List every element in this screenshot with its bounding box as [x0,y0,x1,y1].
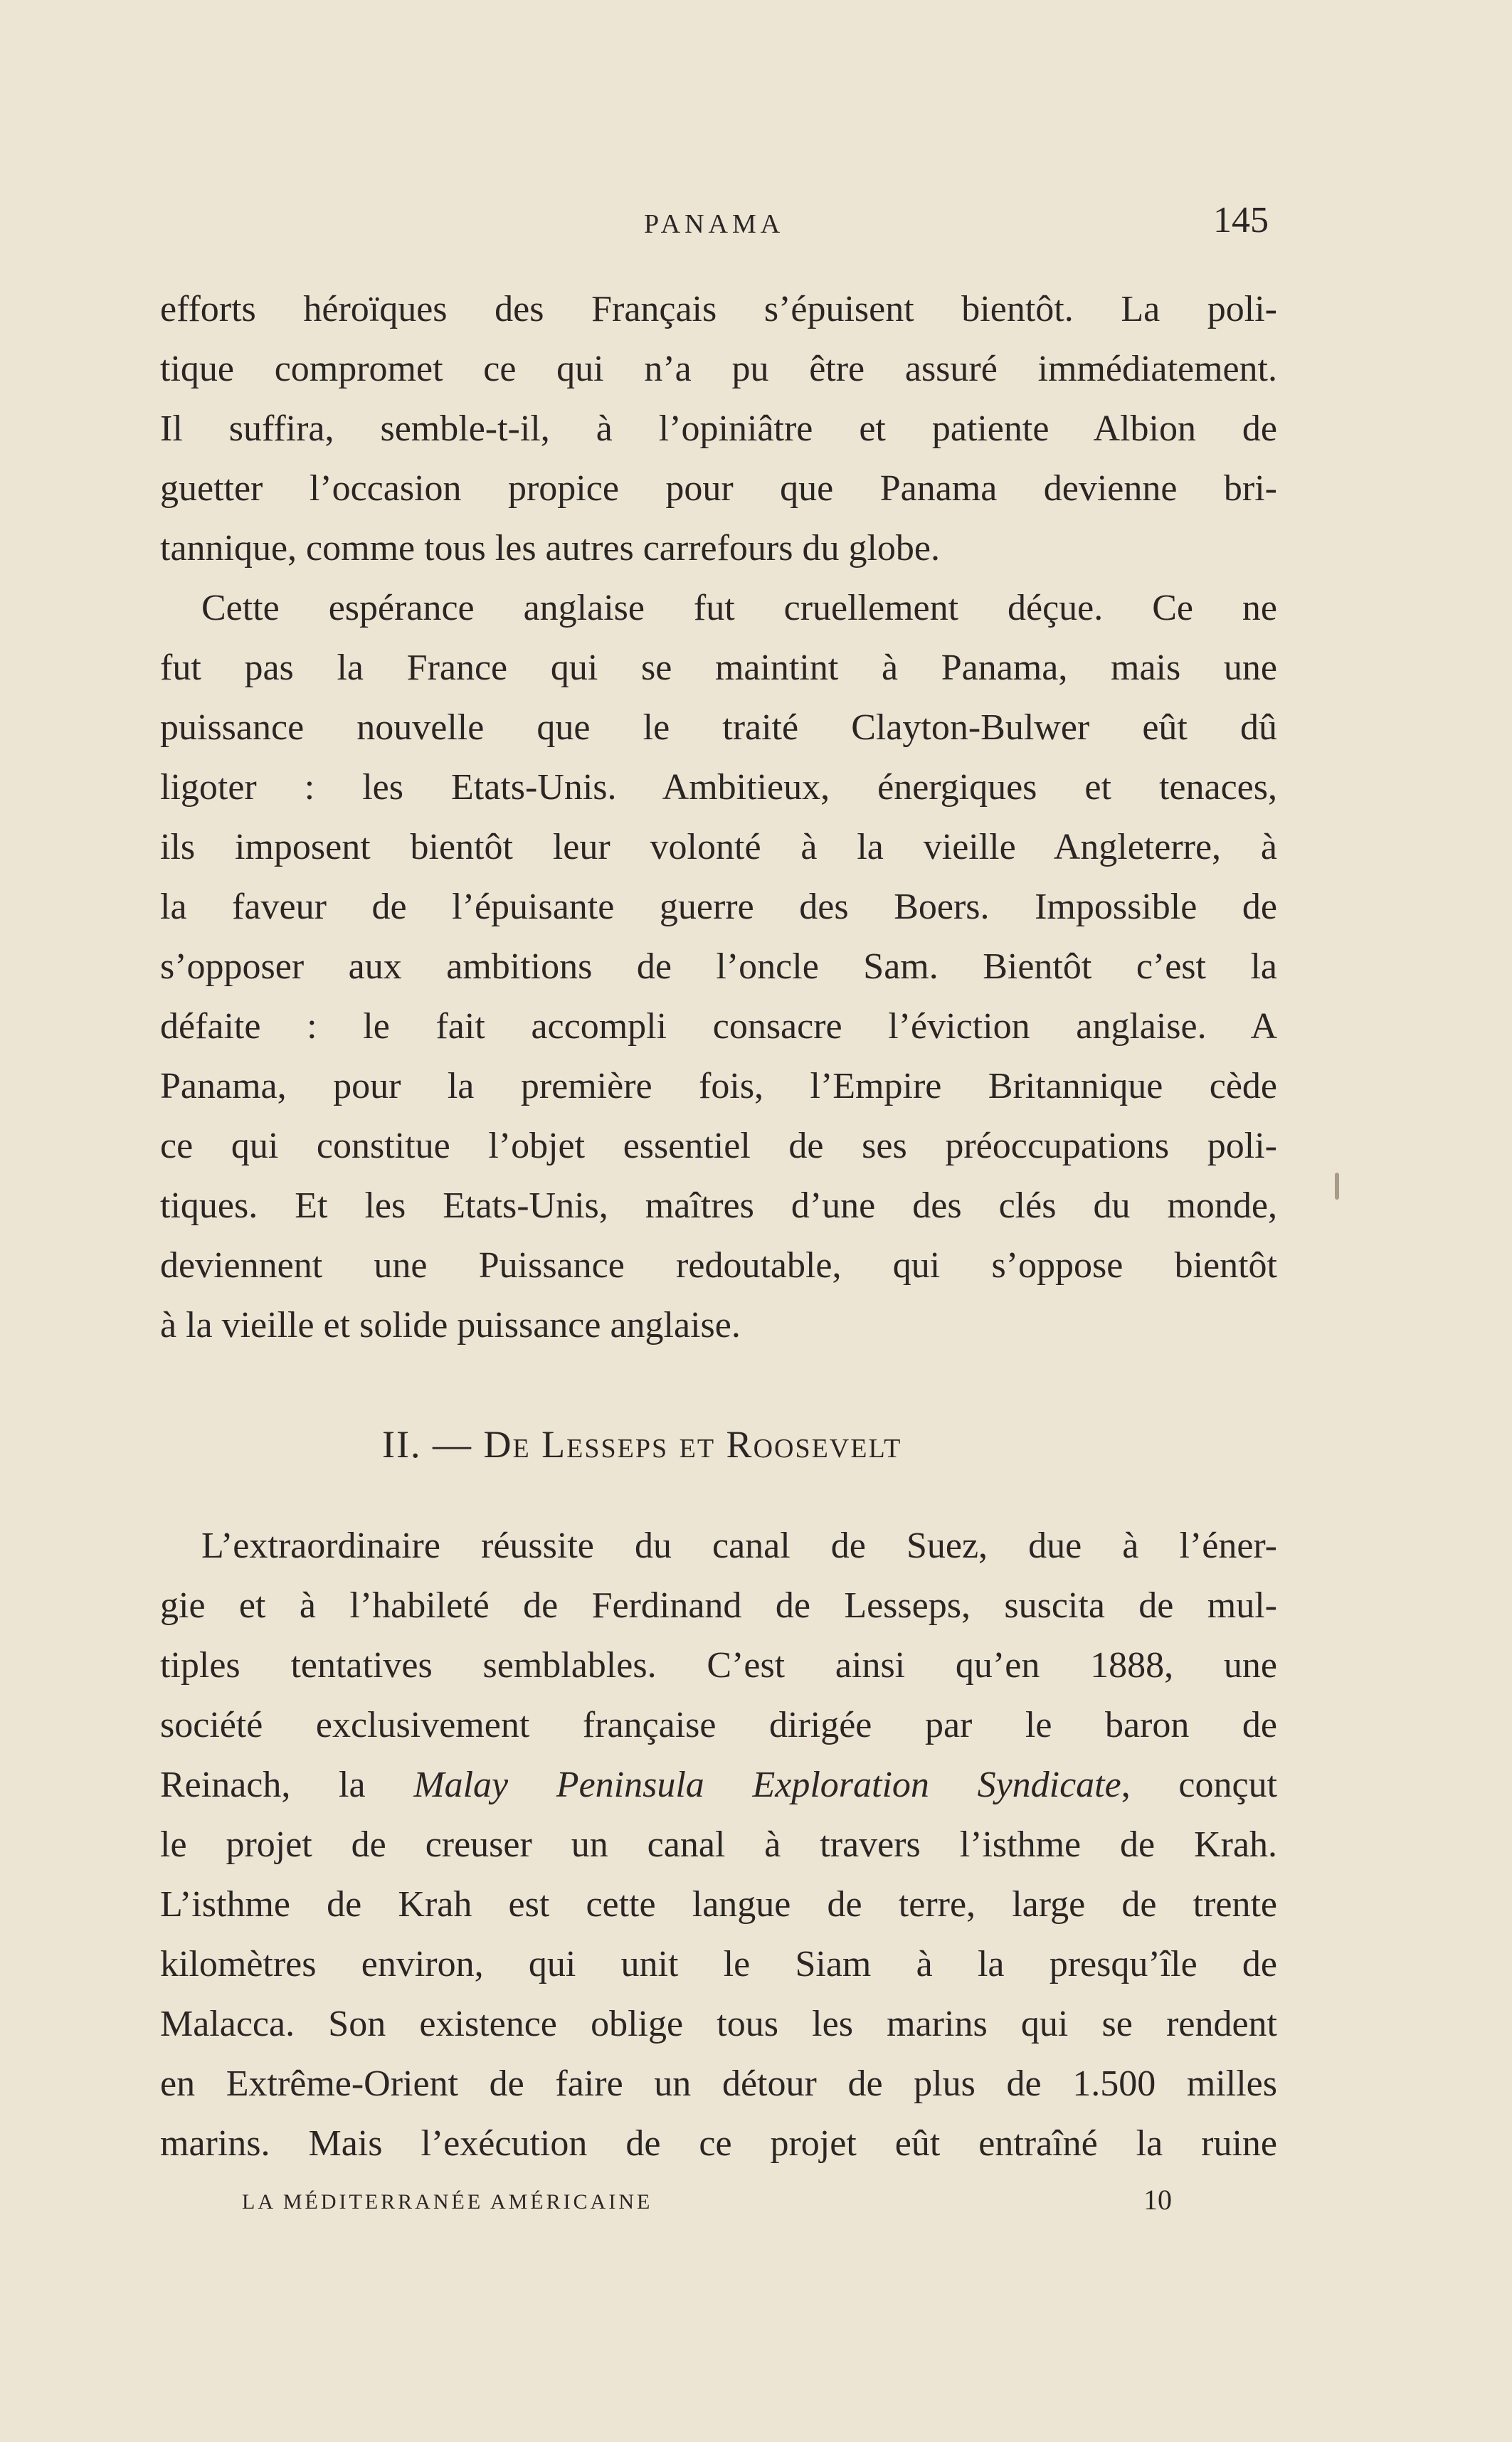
section-title: De Lesseps et Roosevelt [483,1423,902,1466]
text-line: la faveur de l’épuisante guerre des Boers. Impossible de [160,887,1277,927]
section-number: II. [382,1423,422,1466]
text-line: Malacca. Son existence oblige tous les marins qui se rendent [160,2004,1277,2044]
text-line: tiques. Et les Etats-Unis, maîtres d’une des clés du monde, [160,1185,1277,1226]
text-line: guetter l’occasion propice pour que Panama devienne bri- [160,468,1277,509]
margin-mark [1335,1173,1339,1200]
text-line: tiples tentatives semblables. C’est ainsi qu’en 1888, une [160,1645,1277,1686]
section-heading [382,1420,902,1469]
footer-title: LA MÉDITERRANÉE AMÉRICAINE [242,2190,653,2214]
italic-title: Malay Peninsula Exploration Syndicate [413,1765,1121,1805]
page-number: 145 [1213,200,1269,240]
section-dash: — [432,1423,472,1466]
text-line: kilomètres environ, qui unit le Siam à la presqu’île de [160,1944,1277,1984]
text-line: tique compromet ce qui n’a pu être assuré immédiatement. [160,349,1277,389]
footer-signature-number: 10 [1143,2184,1172,2216]
text-line: ce qui constitue l’objet essentiel de ses préoccupations poli- [160,1126,1277,1166]
text-line: société exclusivement française dirigée par le baron de [160,1705,1277,1745]
text-line [160,1755,1277,1815]
text-line: à la vieille et solide puissance anglaise. [160,1305,741,1346]
text-line: puissance nouvelle que le traité Clayton-Bulwer eût dû [160,707,1277,748]
text-line: fut pas la France qui se maintint à Panama, mais une [160,648,1277,688]
running-head-title: PANAMA [644,209,785,239]
text-line: Il suffira, semble-t-il, à l’opiniâtre et patiente Albion de [160,408,1277,449]
text-segment: , conçut [1121,1765,1278,1805]
text-line: s’opposer aux ambitions de l’oncle Sam. Bientôt c’est la [160,946,1277,987]
text-line: défaite : le fait accompli consacre l’éviction anglaise. A [160,1006,1277,1047]
text-line: L’isthme de Krah est cette langue de terre, large de trente [160,1884,1277,1925]
text-segment: Reinach, la [160,1765,414,1805]
text-line: Panama, pour la première fois, l’Empire Britannique cède [160,1066,1277,1106]
text-line: L’extraordinaire réussite du canal de Suez, due à l’éner- [201,1526,1277,1566]
text-line: Cette espérance anglaise fut cruellement déçue. Ce ne [201,588,1277,628]
text-line: en Extrême-Orient de faire un détour de plus de 1.500 milles [160,2063,1277,2104]
text-line: deviennent une Puissance redoutable, qui s’oppose bientôt [160,1245,1277,1286]
text-line: ils imposent bientôt leur volonté à la vieille Angleterre, à [160,827,1277,867]
text-line: tannique, comme tous les autres carrefours du globe. [160,528,940,569]
text-line: marins. Mais l’exécution de ce projet eût entraîné la ruine [160,2123,1277,2164]
text-line: efforts héroïques des Français s’épuisent bientôt. La poli- [160,289,1277,329]
text-line: le projet de creuser un canal à travers l’isthme de Krah. [160,1824,1277,1865]
text-line: gie et à l’habileté de Ferdinand de Lesseps, suscita de mul- [160,1585,1277,1626]
text-line: ligoter : les Etats-Unis. Ambitieux, énergiques et tenaces, [160,767,1277,808]
